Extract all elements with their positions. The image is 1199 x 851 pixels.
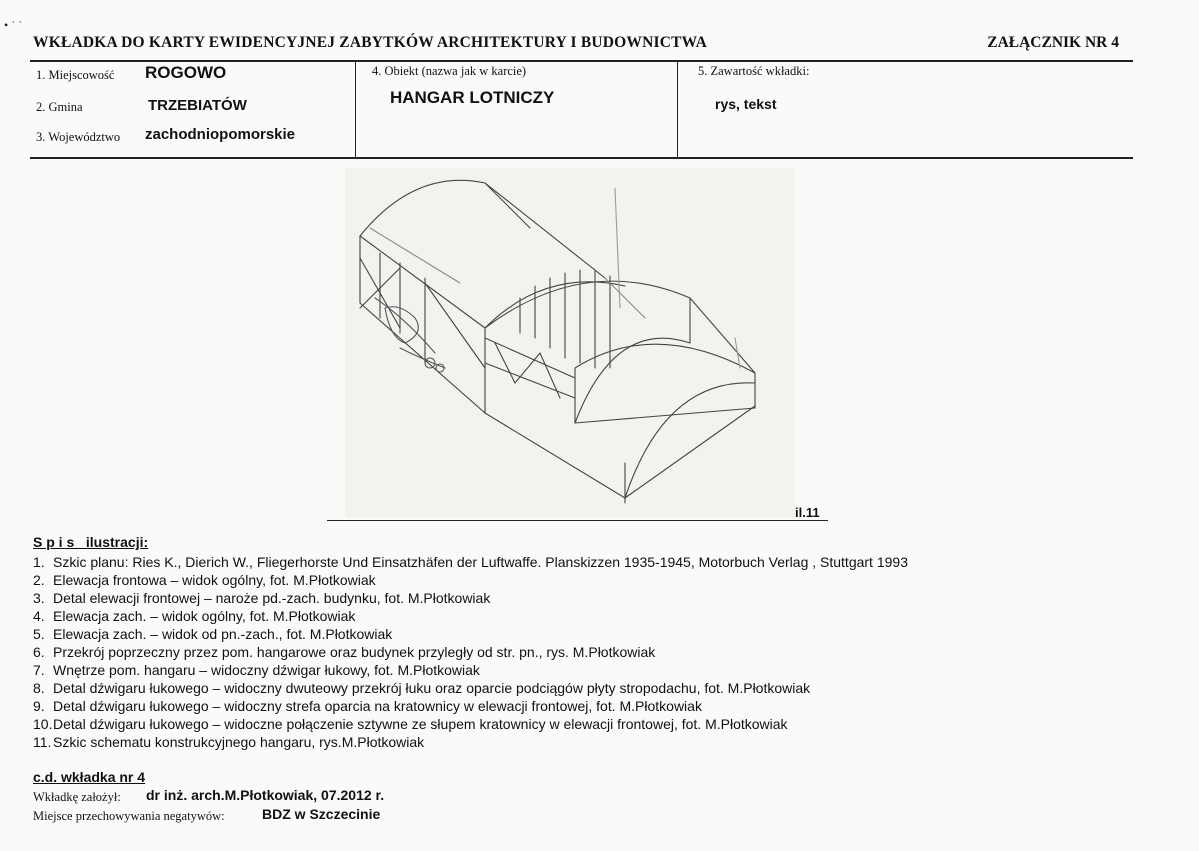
list-item [33, 625, 908, 643]
info-table [30, 60, 1133, 159]
item-number: 5. [33, 626, 45, 642]
voivodeship-label: 3. Województwo [36, 130, 121, 144]
list-item [33, 589, 908, 607]
list-item [33, 607, 908, 625]
continued-note: c.d. wkładka nr 4 [33, 769, 146, 785]
item-text: Przekrój poprzeczny przez pom. hangarowe oraz budynek przyległy od str. pn., rys. M.Płotkowiak [53, 644, 656, 660]
locality-label: 1. Miejscowość [36, 68, 115, 82]
list-item [33, 733, 908, 751]
scan-marks: • ˙ ˙ [4, 18, 23, 32]
item-text: Szkic schematu konstrukcyjnego hangaru, rys.M.Płotkowiak [53, 734, 425, 750]
item-number: 10. [33, 716, 53, 732]
figure-rule [327, 520, 828, 521]
commune-value: TRZEBIATÓW [148, 97, 247, 114]
storage-label: Miejsce przechowywania negatywów: [33, 809, 225, 823]
list-item [33, 571, 908, 589]
item-number: 7. [33, 662, 45, 678]
list-item [33, 697, 908, 715]
object-value: HANGAR LOTNICZY [390, 88, 555, 107]
contents-value: rys, tekst [715, 96, 777, 112]
column-divider [355, 62, 356, 157]
founder-value: dr inż. arch.M.Płotkowiak, 07.2012 r. [146, 787, 385, 803]
item-number: 3. [33, 590, 45, 606]
founder-label: Wkładkę założył: [33, 790, 121, 804]
list-item [33, 661, 908, 679]
item-text: Detal dźwigaru łukowego – widoczne połączenie sztywne ze słupem kratownicy w elewacji frontowej, fot. M.Płotkowiak [53, 716, 788, 732]
item-text: Elewacja zach. – widok ogólny, fot. M.Płotkowiak [53, 608, 356, 624]
item-number: 9. [33, 698, 45, 714]
contents-label: 5. Zawartość wkładki: [698, 64, 810, 78]
voivodeship-value: zachodniopomorskie [145, 126, 296, 143]
annex-number: ZAŁĄCZNIK NR 4 [987, 34, 1119, 51]
item-text: Detal dźwigaru łukowego – widoczny dwuteowy przekrój łuku oraz oparcie podciągów płyty stropodachu, fot. M.Płotkowiak [53, 680, 811, 696]
item-text: Elewacja frontowa – widok ogólny, fot. M.Płotkowiak [53, 572, 376, 588]
item-text: Szkic planu: Ries K., Dierich W., Fliegerhorste Und Einsatzhäfen der Luftwaffe. Planskizzen 1935-1945, Motorbuch Verlag , Stuttgart 1993 [53, 554, 908, 570]
item-text: Detal elewacji frontowej – naroże pd.-zach. budynku, fot. M.Płotkowiak [53, 590, 491, 606]
list-item [33, 679, 908, 697]
list-item [33, 715, 908, 733]
storage-value: BDZ w Szczecinie [262, 806, 381, 822]
item-text: Elewacja zach. – widok od pn.-zach., fot. M.Płotkowiak [53, 626, 393, 642]
illustrations-heading: S p i s ilustracji: [33, 534, 149, 550]
figure-caption: il.11 [795, 505, 820, 520]
hangar-sketch [345, 168, 795, 518]
item-number: 1. [33, 554, 45, 570]
list-item [33, 553, 908, 571]
document-title: WKŁADKA DO KARTY EWIDENCYJNEJ ZABYTKÓW ARCHITEKTURY I BUDOWNICTWA [33, 34, 708, 51]
item-text: Wnętrze pom. hangaru – widoczny dźwigar łukowy, fot. M.Płotkowiak [53, 662, 480, 678]
object-label: 4. Obiekt (nazwa jak w karcie) [372, 64, 527, 78]
item-text: Detal dźwigaru łukowego – widoczny strefa oparcia na kratownicy w elewacji frontowej, fot. M.Płotkowiak [53, 698, 702, 714]
item-number: 8. [33, 680, 45, 696]
item-number: 4. [33, 608, 45, 624]
list-item [33, 643, 908, 661]
item-number: 2. [33, 572, 45, 588]
column-divider [677, 62, 678, 157]
item-number: 6. [33, 644, 45, 660]
locality-value: ROGOWO [145, 63, 227, 82]
commune-label: 2. Gmina [36, 100, 83, 114]
item-number: 11. [33, 734, 52, 750]
illustrations-list [33, 553, 908, 751]
